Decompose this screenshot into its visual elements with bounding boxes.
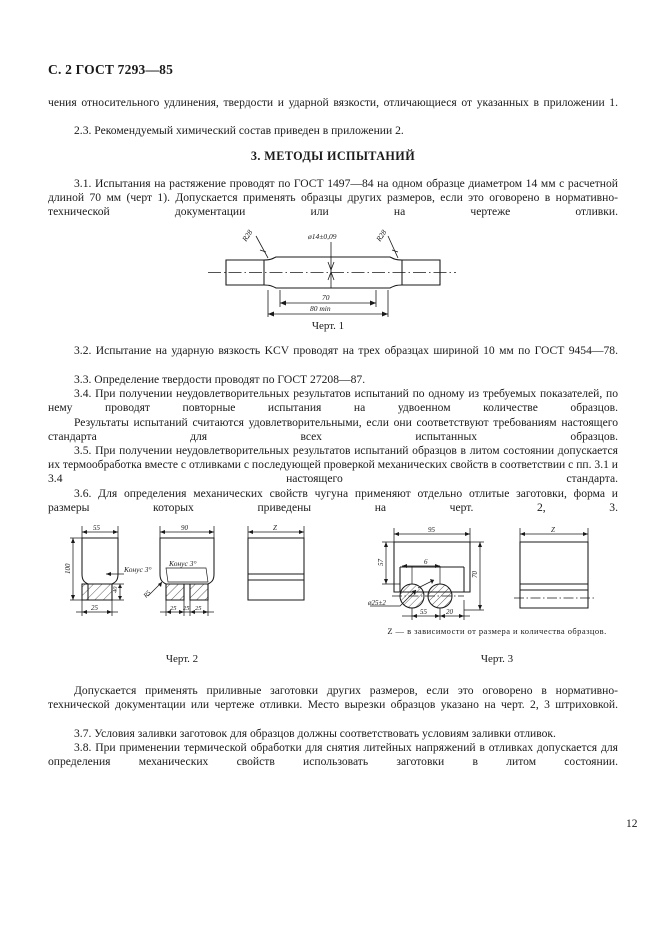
figure2-label-taper-left: Конус 3° xyxy=(124,565,152,574)
paragraph-3-7: 3.7. Условия заливки заготовок для образцов должны соответствовать условиям заливки отливок. xyxy=(74,727,556,740)
paragraph-continued: чения относительного удлинения, твердости и ударной вязкости, отличающиеся от указанных в приложении 1. xyxy=(48,96,618,109)
figure2-label-base-mid-c: 25 xyxy=(195,605,202,612)
paragraph-3-8-block xyxy=(48,741,618,783)
figure1-label-diameter: ø14±0,09 xyxy=(308,232,337,241)
figure2-label-base-left: 25 xyxy=(91,604,98,612)
figure1-label-radius-right: R28 xyxy=(374,228,389,244)
paragraph-3-2-block xyxy=(48,344,618,372)
page-header: С. 2 ГОСТ 7293—85 xyxy=(48,62,174,77)
figure-3-drawing xyxy=(352,522,622,642)
figure2-label-width-top-mid: 90 xyxy=(181,524,188,532)
figure2-label-base-mid-a: 25 xyxy=(170,605,177,612)
page-number: 12 xyxy=(626,818,638,830)
figure2-label-radius-mid: R5 xyxy=(142,589,153,600)
figure3-label-spacing-a: 55 xyxy=(420,608,427,616)
paragraph-3-6b-block xyxy=(48,684,618,726)
intro-block xyxy=(48,96,618,138)
figure-3-note: Z — в зависимости от размера и количества образцов. xyxy=(387,626,607,636)
figure3-label-spacing-b: 20 xyxy=(446,608,453,616)
figure3-label-gap: 6 xyxy=(424,558,428,566)
paragraph-3-1: 3.1. Испытания на растяжение проводят по ГОСТ 1497—84 на одном образце диаметром 14 мм с расчетной длиной 70 мм (черт 1). Допускается применять образцы других размеров, если это оговорено в нормативно-технической документации или на чертеже отливки. xyxy=(48,177,618,219)
figure2-label-base-mid-b: 25 xyxy=(183,605,190,612)
paragraph-3-4b: Результаты испытаний считаются удовлетворительными, если они соответствуют требованиям настоящего стандарта для всех испытанных образцов. xyxy=(48,416,618,444)
figure3-label-width-top: 95 xyxy=(428,526,435,534)
figure-2-caption: Черт. 2 xyxy=(165,653,199,665)
figure2-label-width-top-left: 55 xyxy=(93,524,100,532)
paragraph-3-6b: Допускается применять приливные заготовки других размеров, если это оговорено в нормативно-технической документации или чертеже отливки. Место вырезки образцов указано на черт. 2, 3 штриховкой. xyxy=(48,684,618,712)
figure1-label-gauge-length: 70 xyxy=(322,293,330,302)
paragraph-3-8: 3.8. При применении термической обработки для снятия литейных напряжений в отливках допускается для определения механических свойств использовать заготовки в литом состоянии. xyxy=(48,741,618,769)
figure3-label-width-right: Z xyxy=(551,526,555,534)
figure1-label-total-length: 80 min xyxy=(310,304,331,313)
paragraph-3-3: 3.3. Определение твердости проводят по ГОСТ 27208—87. xyxy=(74,373,366,386)
paragraph-3-4: 3.4. При получении неудовлетворительных результатов испытаний по одному из требуемых показателей, по нему проводят повторные испытания на удвоенном количестве образцов. xyxy=(48,387,618,415)
figure2-label-height-left: 100 xyxy=(64,563,72,574)
figure-2-drawing xyxy=(62,522,312,642)
paragraph-3-2: 3.2. Испытание на ударную вязкость KCV проводят на трех образцах шириной 10 мм по ГОСТ 9454—78. xyxy=(74,344,618,357)
figure3-label-height-total: 70 xyxy=(471,571,479,578)
figure2-label-depth-left: 40 xyxy=(112,586,119,593)
figure-3-caption: Черт. 3 xyxy=(480,653,514,665)
paragraph-3-3-block xyxy=(48,373,618,387)
figure-1-caption: Черт. 1 xyxy=(311,320,345,332)
figure3-label-height-upper: 57 xyxy=(377,559,385,566)
figure1-label-radius-left: R28 xyxy=(240,228,255,244)
figure2-label-taper-mid: Конус 3° xyxy=(169,559,197,568)
paragraph-3-7-block xyxy=(48,727,618,741)
figure3-label-diameter: ø25±2 xyxy=(368,599,386,607)
figure2-label-width-right: Z xyxy=(273,524,277,532)
section-title-3: 3. МЕТОДЫ ИСПЫТАНИЙ xyxy=(250,149,416,163)
paragraph-2-3: 2.3. Рекомендуемый химический состав приведен в приложении 2. xyxy=(74,124,404,138)
paragraph-3-6: 3.6. Для определения механических свойств чугуна применяют отдельно отлитые заготовки, форма и размеры которых приведены на черт. 2, 3. xyxy=(48,487,618,515)
figure-1-drawing xyxy=(198,228,468,318)
paragraph-3-1-block xyxy=(48,177,618,233)
paragraph-3-5: 3.5. При получении неудовлетворительных результатов испытаний образцов в литом состоянии допускается их термообработка вместе с отливками с последующей проверкой механических свойств в соответствии с пп. 3.1 и 3.4 настоящего стандарта. xyxy=(48,444,619,486)
